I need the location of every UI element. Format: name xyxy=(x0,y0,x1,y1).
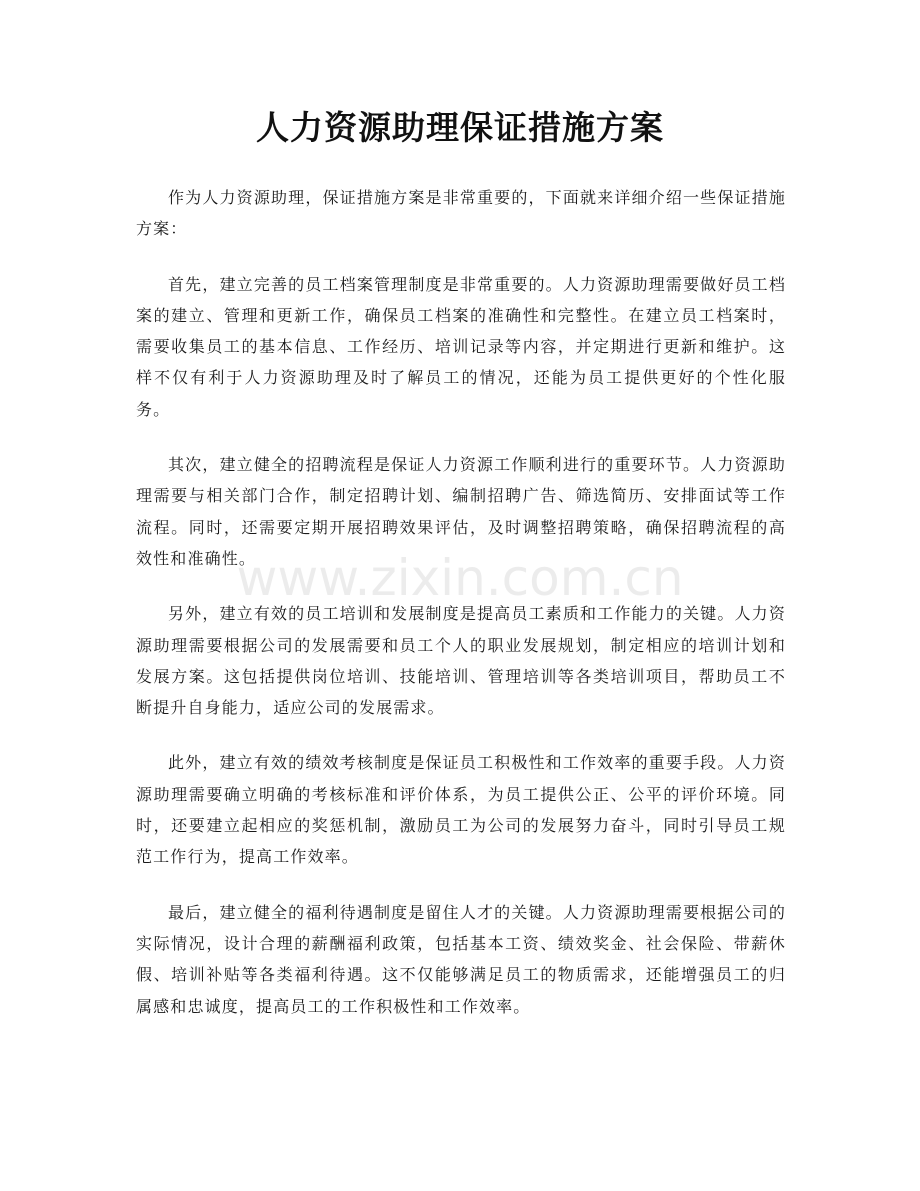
paragraph-employee-records: 首先，建立完善的员工档案管理制度是非常重要的。人力资源助理需要做好员工档案的建立、管理和更新工作，确保员工档案的准确性和完整性。在建立员工档案时，需要收集员工的基本信息、工作经历、培训记录等内容，并定期进行更新和维护。这样不仅有利于人力资源助理及时了解员工的情况，还能为员工提供更好的个性化服务。 xyxy=(136,274,786,419)
document-body xyxy=(136,182,786,1046)
paragraph-recruitment: 其次，建立健全的招聘流程是保证人力资源工作顺利进行的重要环节。人力资源助理需要与相关部门合作，制定招聘计划、编制招聘广告、筛选简历、安排面试等工作流程。同时，还需要定期开展招聘效果评估，及时调整招聘策略，确保招聘流程的高效性和准确性。 xyxy=(136,455,786,568)
paragraph-benefits: 最后，建立健全的福利待遇制度是留住人才的关键。人力资源助理需要根据公司的实际情况，设计合理的薪酬福利政策，包括基本工资、绩效奖金、社会保险、带薪休假、培训补贴等各类福利待遇。这不仅能够满足员工的物质需求，还能增强员工的归属感和忠诚度，提高员工的工作积极性和工作效率。 xyxy=(136,902,786,1016)
watermark: www.zixin.com.cn xyxy=(236,549,684,607)
paragraph-performance: 此外，建立有效的绩效考核制度是保证员工积极性和工作效率的重要手段。人力资源助理需要确立明确的考核标准和评价体系，为员工提供公正、公平的评价环境。同时，还要建立起相应的奖惩机制，激励员工为公司的发展努力奋斗，同时引导员工规范工作行为，提高工作效率。 xyxy=(136,753,786,867)
document-title: 人力资源助理保证措施方案 xyxy=(256,108,664,147)
paragraph-intro: 作为人力资源助理，保证措施方案是非常重要的，下面就来详细介绍一些保证措施方案： xyxy=(136,188,786,239)
paragraph-training: 另外，建立有效的员工培训和发展制度是提高员工素质和工作能力的关键。人力资源助理需要根据公司的发展需要和员工个人的职业发展规划，制定相应的培训计划和发展方案。这包括提供岗位培训、技能培训、管理培训等各类培训项目，帮助员工不断提升自身能力，适应公司的发展需求。 xyxy=(136,604,786,718)
